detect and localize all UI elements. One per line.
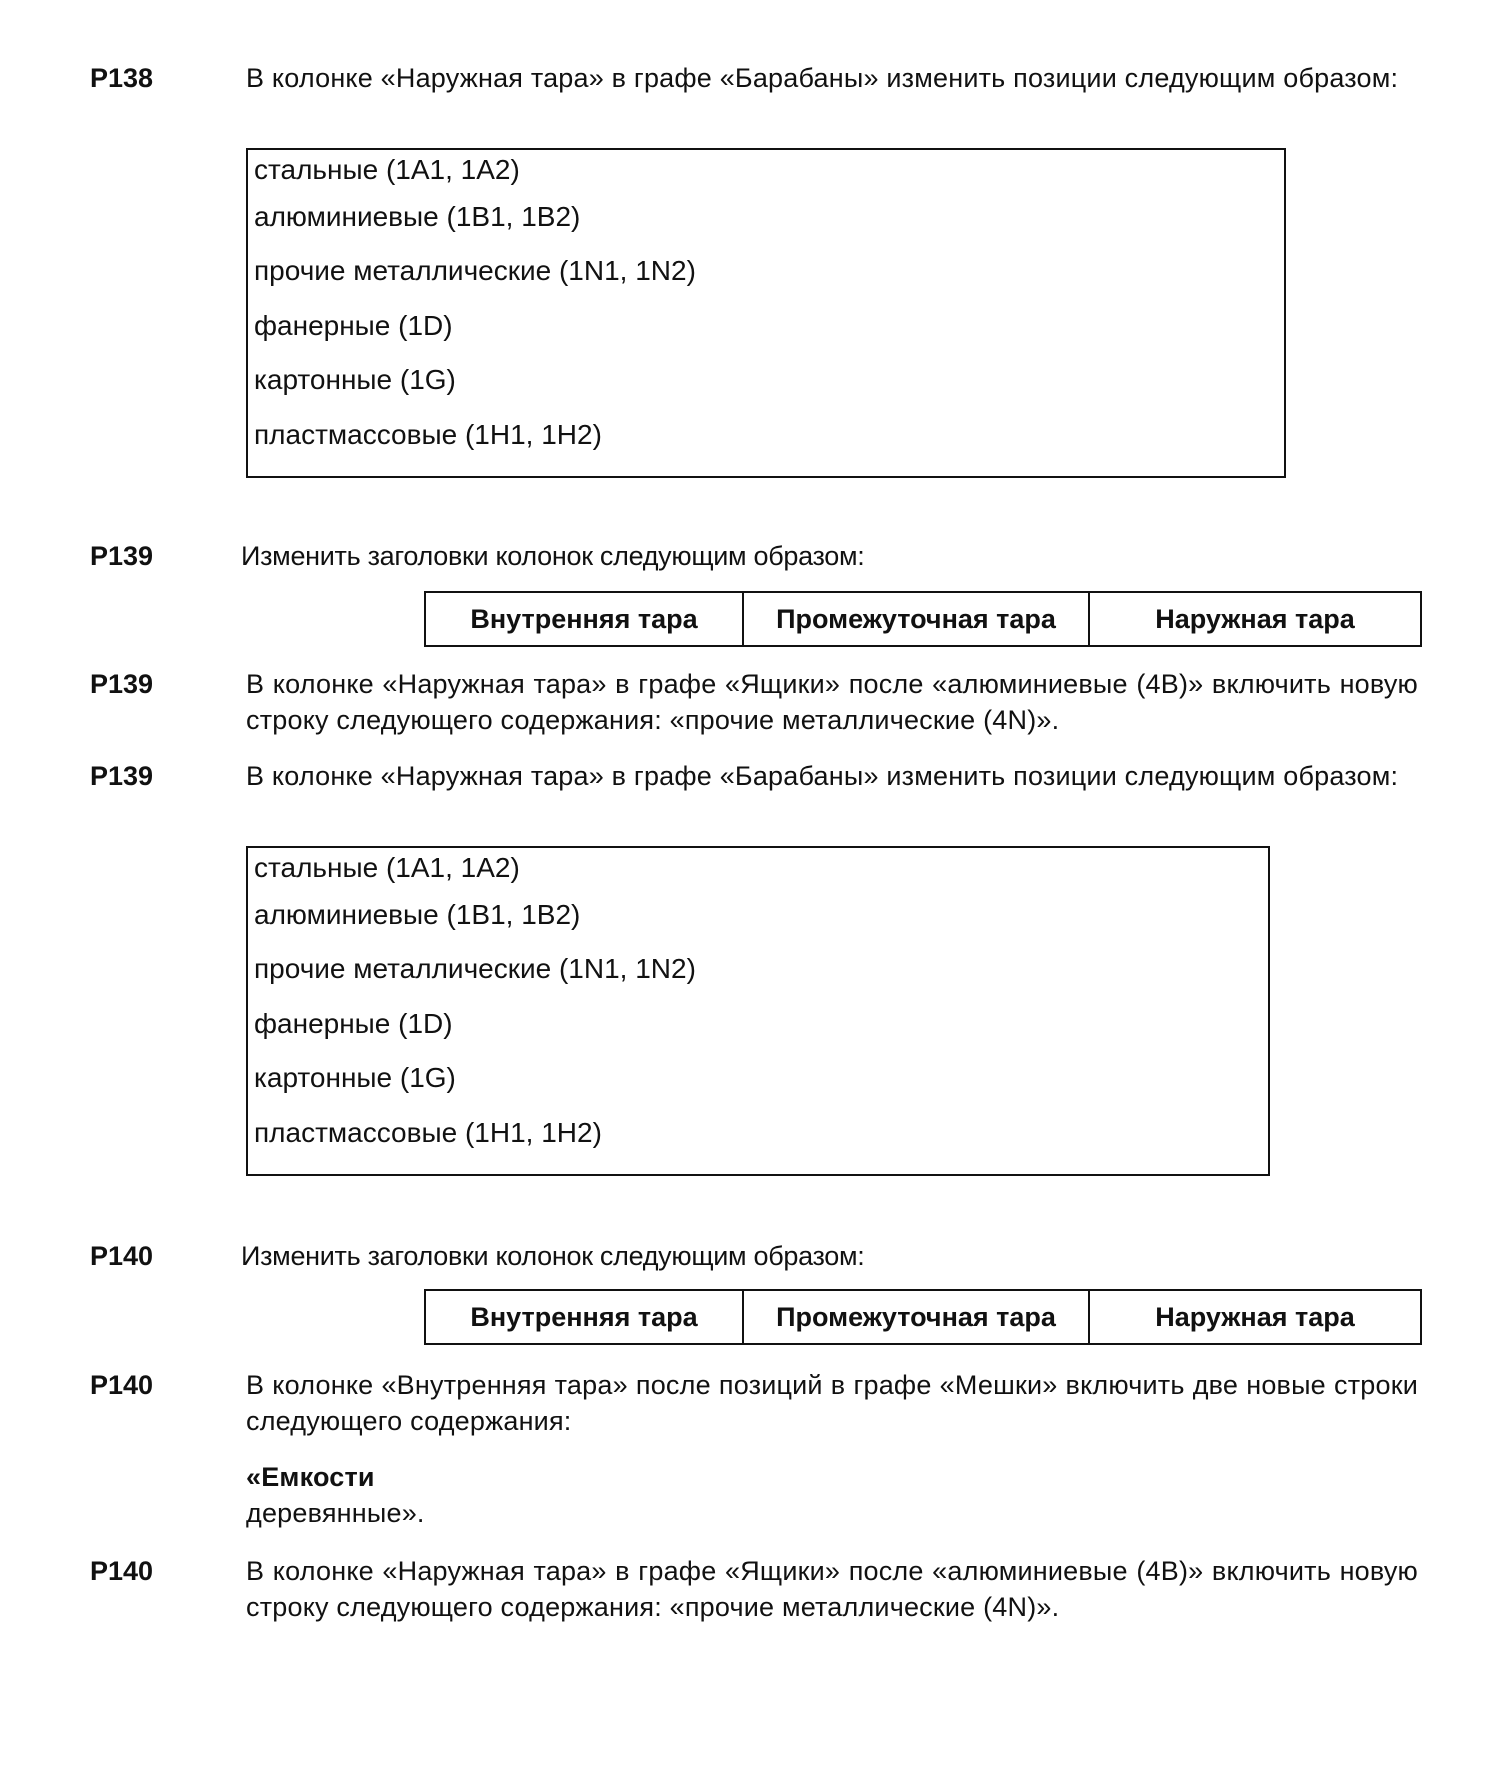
entry-code: P140 bbox=[90, 1556, 154, 1586]
entry-code: P139 bbox=[90, 541, 154, 571]
column-headers-table bbox=[424, 591, 1422, 647]
entry-text: В колонке «Наружная тара» в графе «Барабаны» изменить позиции следующим образом: bbox=[246, 761, 1399, 791]
entry-text: В колонке «Внутренняя тара» после позиций в графе «Мешки» включить две новые строки следующего содержания: bbox=[246, 1370, 1418, 1436]
header-cell-intermediate: Промежуточная тара bbox=[744, 593, 1090, 645]
list-box bbox=[246, 846, 1270, 1176]
column-headers-table bbox=[424, 1289, 1422, 1345]
list-item: прочие металлические (1N1, 1N2) bbox=[254, 953, 696, 985]
entry-code: P139 bbox=[90, 761, 154, 791]
list-item: прочие металлические (1N1, 1N2) bbox=[254, 255, 696, 287]
header-cell-inner: Внутренняя тара bbox=[426, 1291, 744, 1343]
list-item: фанерные (1D) bbox=[254, 1007, 453, 1039]
header-cell-inner: Внутренняя тара bbox=[426, 593, 744, 645]
list-item: картонные (1G) bbox=[254, 364, 456, 396]
list-item: пластмассовые (1H1, 1H2) bbox=[254, 1116, 602, 1148]
list-item: пластмассовые (1H1, 1H2) bbox=[254, 418, 602, 450]
list-box bbox=[246, 148, 1286, 478]
entry-text: Изменить заголовки колонок следующим образом: bbox=[241, 541, 865, 571]
entry-text: В колонке «Наружная тара» в графе «Барабаны» изменить позиции следующим образом: bbox=[246, 63, 1399, 93]
entry-code: P138 bbox=[90, 63, 154, 93]
header-cell-outer: Наружная тара bbox=[1155, 1301, 1355, 1332]
list-item: алюминиевые (1B1, 1B2) bbox=[254, 201, 581, 232]
entry-text: В колонке «Наружная тара» в графе «Ящики» после «алюминиевые (4B)» включить новую строку следующего содержания: «прочие металлические (4N)». bbox=[246, 669, 1418, 735]
entry-code: P139 bbox=[90, 669, 154, 699]
list-item: стальные (1A1, 1A2) bbox=[254, 852, 520, 883]
list-item: фанерные (1D) bbox=[254, 309, 453, 341]
list-item: картонные (1G) bbox=[254, 1062, 456, 1094]
entry-code: P140 bbox=[90, 1370, 154, 1400]
list-item: алюминиевые (1B1, 1B2) bbox=[254, 899, 581, 930]
header-cell-outer: Наружная тара bbox=[1155, 603, 1355, 634]
insert-heading: «Емкости bbox=[246, 1462, 375, 1492]
insert-line: деревянные». bbox=[246, 1498, 425, 1528]
entry-code: P140 bbox=[90, 1241, 154, 1271]
insert-block bbox=[246, 1459, 1418, 1531]
entry-text: В колонке «Наружная тара» в графе «Ящики» после «алюминиевые (4B)» включить новую строку следующего содержания: «прочие металлические (4N)». bbox=[246, 1556, 1418, 1622]
header-cell-intermediate: Промежуточная тара bbox=[744, 1291, 1090, 1343]
entry-text: Изменить заголовки колонок следующим образом: bbox=[241, 1241, 865, 1271]
list-item: стальные (1A1, 1A2) bbox=[254, 154, 520, 185]
